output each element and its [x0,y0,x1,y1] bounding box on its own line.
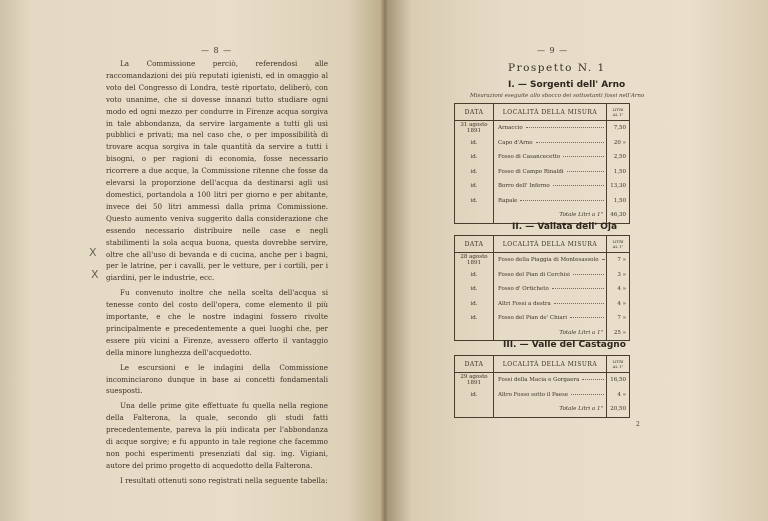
margin-mark: X [89,246,97,259]
paragraph: Fu convenuto inoltre che nella scelta dell'acqua si tenesse conto del costo dell'opera, come elemento il più importante, e che le nostre indagini fossero rivolte principalmente e precedentemente a quei luoghi che, per essere più vicini a Firenze, avessero offerto il vantaggio della minore lunghezza dell'acquedotto. [106,288,328,357]
table-header [455,104,629,121]
section-title: II. — Vallata dell' Oja [512,222,618,232]
table-header: DATA LOCALITÀ DELLA MISURA LITRI AL 1" [455,356,629,373]
section-title: III. — Valle del Castagno [503,340,626,350]
paragraph: Le escursioni e le indagini della Commissione incominciarono dunque in base ai concetti fondamentali suesposti. [106,362,328,396]
table-row: id. Fosso di Casancecetto 2,50 [455,150,629,165]
header-data: DATA [455,104,494,120]
table-row: id. Fosso di Campo Rinaldi 1,50 [455,165,629,180]
table-total-row: Totale Litri a 1" 25 » [455,326,629,341]
section-title: I. — Sorgenti dell' Arno [508,80,626,90]
table-sorgenti-arno [454,103,630,224]
table-row: id. Capo d'Arno 20 » [455,136,629,151]
table-row: id. Fosso d' Orticheto 4 » [455,282,629,297]
table-row: id. Altro Fosso sotto il Paese 4 » [455,388,629,403]
signature-mark: 2 [636,421,640,428]
margin-mark: X [91,268,99,281]
section-subtitle: Misurazioni eseguite allo sbocco dei sottostanti fossi nell'Arno [470,93,645,99]
table-vallata-oja [454,235,630,341]
paragraph: Una delle prime gite effettuate fu quella nella regione della Falterona, la quale, secondo gli studi fatti precedentemente, pareva la più indicata per l'abbondanza di acque sorgive; e fu appunto in tale regione che facemmo non pochi esperimenti presenziati dal sig. ing. Vigiani, autore del primo progetto di acquedotto della Falterona. [106,401,328,470]
table-total-row: Totale Litri a 1" 46,30 [455,208,629,223]
prospetto-heading: Prospetto N. 1 [508,62,606,74]
header-litri: LITRI AL 1" [612,107,624,117]
table-row: 31 agosto 1891 Arnaccio 7,50 [455,121,629,136]
table-valle-castagno [454,355,630,418]
paragraph: La Commissione perciò, referendosi alle raccomandazioni dei più reputati igienisti, ed in omaggio al voto del Congresso di Londra, testè riportato, deliberò, con voto unanime, che si dovesse innanzi tutto studiare ogni modo ed ogni mezzo per condurre in Firenze acqua sorgiva in tale abbondanza, da servire largamente a tutti gli usi pubblici e privati; ma nel caso che, o per impossibilità di trovare acqua sorgiva in tale quantità da servire a tutti i bisogni, o per ragioni di economia, fosse necessario ricorrere a due acque, la Commissione ritenne che fosse da elevarsi la proporzione dell'acqua da destinarsi agli usi domestici, portandola a 100 litri per giorno e per abitante, invece dei 50 litri ammessi dalla prima Commissione. Questo aumento veniva suggerito dalla considerazione che essendo necessario distribuire nelle case e negli stabilimenti la sola acqua buona, questa dovrebbe servire, oltre che all'uso di bevanda e di cucina, anche per i bagni, per le latrine, per i cavalli, per le vetture, per i cortili, per i giardini, per le industrie, ecc. [106,59,328,283]
table-row: id. Fosso del Pian de' Chiari 7 » [455,311,629,326]
table-row: 28 agosto 1891 Fosso della Piaggia di Montesassolo 7 » [455,253,629,268]
header-localita: LOCALITÀ DELLA MISURA [494,104,607,120]
table-row: id. Rapale 1,50 [455,194,629,209]
table-row: id. Borro dell' Inferno 13,30 [455,179,629,194]
table-row: id. Fosso del Pian di Cerchisi 3 » [455,268,629,283]
table-total-row: Totale Litri a 1" 20,50 [455,402,629,417]
table-header: DATA LOCALITÀ DELLA MISURA LITRI AL 1" [455,236,629,253]
paragraph: I resultati ottenuti sono registrati nella seguente tabella: [120,475,328,485]
left-page-body [106,58,328,490]
table-row: 29 agosto 1891 Fossi della Macia e Gorgaera 16,50 [455,373,629,388]
table-row: id. Altri Fossi a destra 4 » [455,297,629,312]
left-page-number: — 8 — [201,46,233,55]
book-gutter [381,0,389,521]
right-page-number: — 9 — [537,46,569,55]
